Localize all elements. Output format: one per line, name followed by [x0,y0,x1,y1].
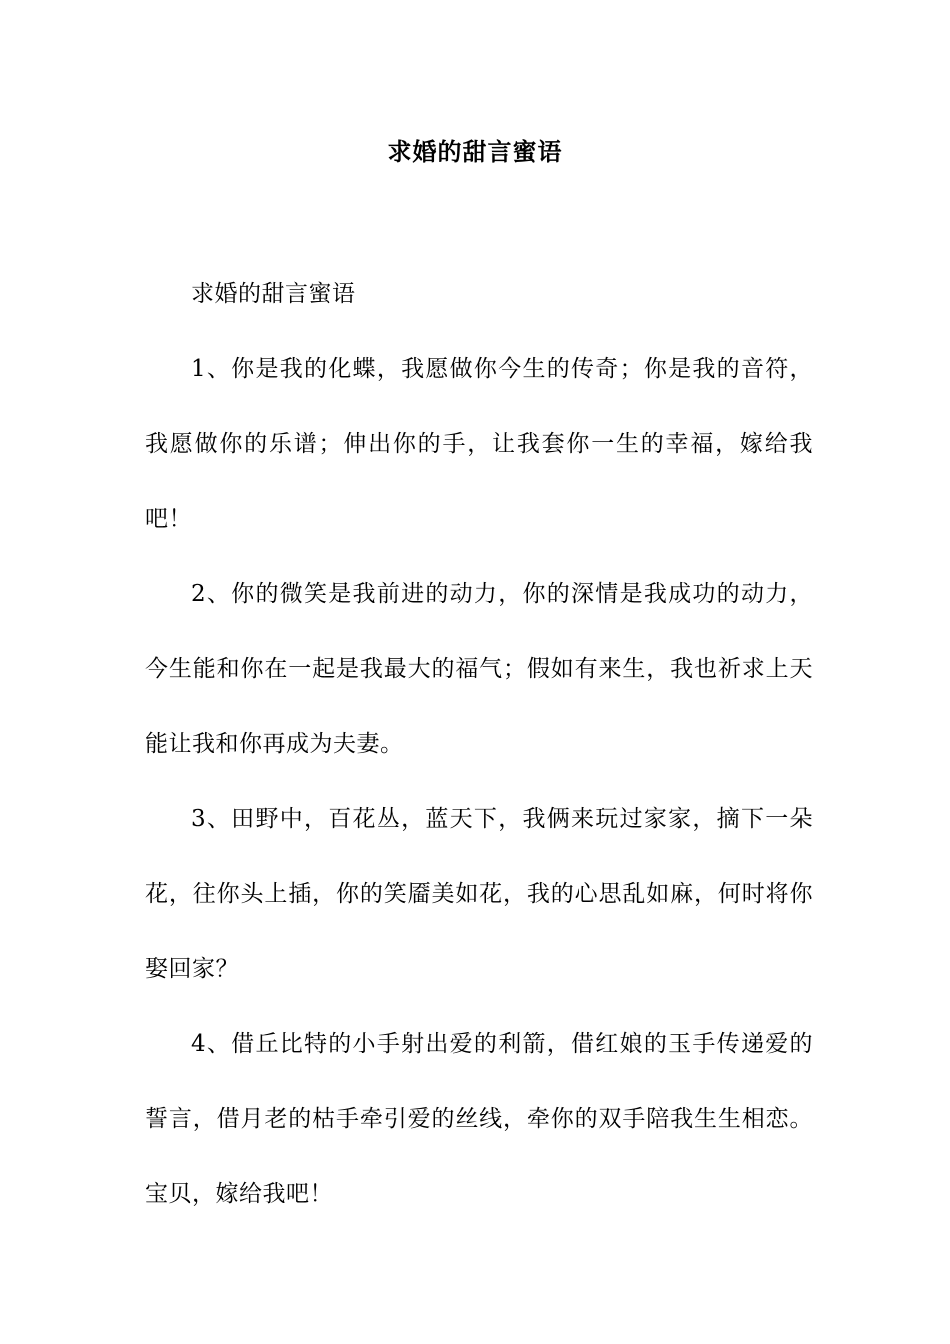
paragraph-subtitle: 求婚的甜言蜜语 [191,281,356,307]
paragraph-4: 4、借丘比特的小手射出爱的利箭，借红娘的玉手传递爱的誓言，借月老的枯手牵引爱的丝线，牵你的双手陪我生生相恋。宝贝，嫁给我吧！ [145,1031,813,1207]
paragraph-3: 3、田野中，百花丛，蓝天下，我俩来玩过家家，摘下一朵花，往你头上插，你的笑靥美如花，我的心思乱如麻，何时将你娶回家？ [145,806,813,982]
document-title: 求婚的甜言蜜语 [387,137,563,166]
paragraph-1: 1、你是我的化蝶，我愿做你今生的传奇；你是我的音符，我愿做你的乐谱；伸出你的手，让我套你一生的幸福，嫁给我吧！ [145,356,813,532]
paragraph-2: 2、你的微笑是我前进的动力，你的深情是我成功的动力，今生能和你在一起是我最大的福气；假如有来生，我也祈求上天能让我和你再成为夫妻。 [145,581,813,757]
document-body [145,257,813,1232]
